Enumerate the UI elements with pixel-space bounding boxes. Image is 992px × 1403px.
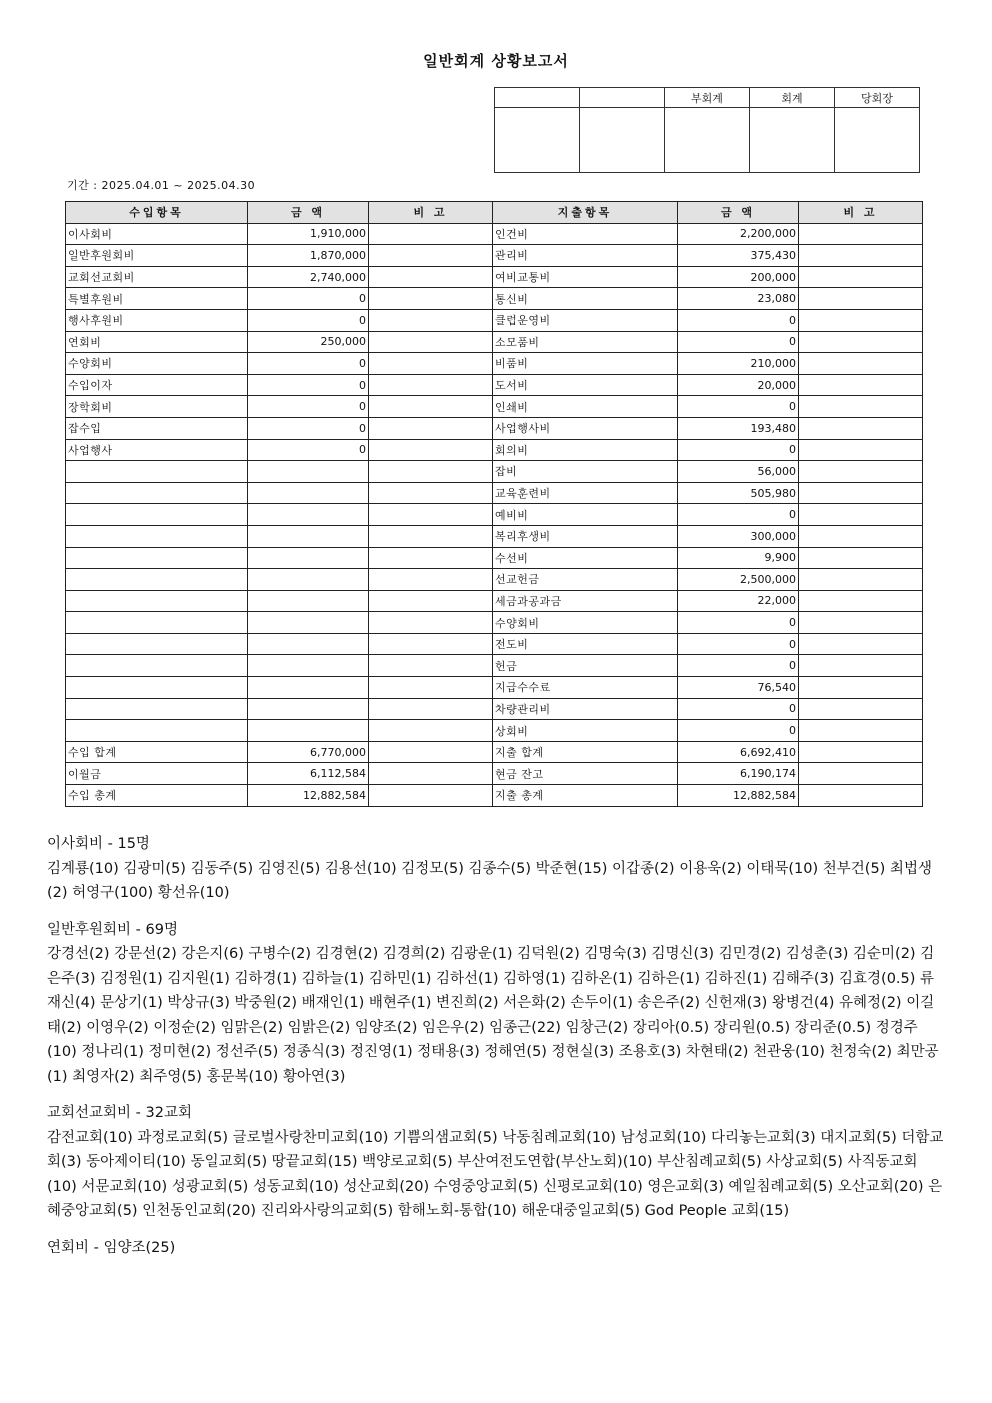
expense-note [799,288,923,310]
income-item [66,482,248,504]
income-item [66,525,248,547]
table-row [66,677,923,699]
notes-section [47,832,947,1272]
income-note [369,439,493,461]
expense-item: 차량관리비 [493,698,678,720]
table-row [66,785,923,807]
table-row [66,504,923,526]
income-item [66,677,248,699]
approval-sign-1 [495,108,580,173]
income-item [66,612,248,634]
table-row [66,720,923,742]
income-item: 수입이자 [66,374,248,396]
income-note [369,288,493,310]
note-body: 강경선(2) 강문선(2) 강은지(6) 구병수(2) 김경현(2) 김경희(2) 김광운(1) 김덕원(2) 김명숙(3) 김명신(3) 김민경(2) 김성춘(3) 김순미(2) 김은주(3) 김정원(1) 김지원(1) 김하경(1) 김하늘(1) 김하민(1) 김하선(1) 김하영(1) 김하온(1) 김하은(1) 김하진(1) 김해주(3) 김효경(0.5) 류재신(4) 문상기(1) 박상규(3) 박중원(2) 배재인(1) 배현주(1) 변진희(2) 서은화(2) 손두이(1) 송은주(2) 신헌재(3) 왕병건(4) 유혜정(2) 이길태(2) 이영우(2) 이정순(2) 임맑은(2) 임밝은(2) 임양조(2) 임은우(2) 임종근(22) 임창근(2) 장리아(0.5) 장리원(0.5) 장리준(0.5) 정경주(10) 정나리(1) 정미현(2) 정선주(5) 정종식(3) 정진영(1) 정태용(3) 정해연(5) 정현실(3) 조용호(3) 차현태(2) 천관웅(10) 천정숙(2) 최만공(1) 최영자(2) 최주영(5) 홍문복(10) 황아연(3) [47,946,939,1085]
income-note [369,417,493,439]
income-amount: 1,910,000 [248,223,369,245]
table-row [66,417,923,439]
expense-note [799,569,923,591]
income-item [66,590,248,612]
report-period: 기간 : 2025.04.01 ~ 2025.04.30 [67,179,256,192]
expense-note [799,720,923,742]
expense-amount: 0 [678,612,799,634]
expense-note [799,417,923,439]
expense-item: 도서비 [493,374,678,396]
income-note [369,569,493,591]
income-amount: 0 [248,353,369,375]
expense-note [799,223,923,245]
approval-header-pastor: 당회장 [835,88,920,108]
table-row [66,547,923,569]
page-title: 일반회계 상황보고서 [423,52,569,70]
income-amount [248,633,369,655]
expense-item: 여비교통비 [493,266,678,288]
income-item: 수입 합계 [66,741,248,763]
expense-item: 현금 잔고 [493,763,678,785]
table-row [66,223,923,245]
expense-item: 예비비 [493,504,678,526]
header-income-amount: 금 액 [248,202,369,224]
table-row [66,461,923,483]
expense-item: 교육훈련비 [493,482,678,504]
income-note [369,504,493,526]
expense-item: 세금과공과금 [493,590,678,612]
income-amount: 0 [248,374,369,396]
expense-item: 비품비 [493,353,678,375]
expense-note [799,353,923,375]
expense-item: 상회비 [493,720,678,742]
income-note [369,698,493,720]
income-item: 일반후원회비 [66,245,248,267]
income-note [369,525,493,547]
expense-item: 수양회비 [493,612,678,634]
expense-item: 복리후생비 [493,525,678,547]
expense-amount: 0 [678,655,799,677]
income-item: 수입 총계 [66,785,248,807]
income-item: 수양회비 [66,353,248,375]
table-row [66,331,923,353]
expense-amount: 0 [678,633,799,655]
header-income-note: 비 고 [369,202,493,224]
table-row [66,439,923,461]
expense-amount: 193,480 [678,417,799,439]
expense-item: 인건비 [493,223,678,245]
expense-item: 클럽운영비 [493,309,678,331]
expense-note [799,331,923,353]
header-expense-note: 비 고 [799,202,923,224]
expense-note [799,741,923,763]
table-row [66,245,923,267]
income-note [369,763,493,785]
expense-amount: 56,000 [678,461,799,483]
income-note [369,374,493,396]
expense-note [799,374,923,396]
expense-note [799,785,923,807]
note-body: 김계룡(10) 김광미(5) 김동주(5) 김영진(5) 김용선(10) 김정모(5) 김종수(5) 박준현(15) 이갑종(2) 이용욱(2) 이태묵(10) 천부건(5) 최법생(2) 허영구(100) 황선유(10) [47,860,932,901]
expense-amount: 0 [678,698,799,720]
table-row [66,698,923,720]
note-church-mission [47,1101,947,1224]
income-note [369,655,493,677]
table-row [66,633,923,655]
income-amount [248,677,369,699]
expense-note [799,633,923,655]
expense-item: 인쇄비 [493,396,678,418]
income-item: 잡수입 [66,417,248,439]
table-row [66,482,923,504]
income-amount [248,569,369,591]
expense-amount: 0 [678,439,799,461]
expense-item: 잡비 [493,461,678,483]
table-row [66,266,923,288]
income-note [369,223,493,245]
income-item: 이사회비 [66,223,248,245]
income-note [369,309,493,331]
expense-note [799,309,923,331]
expense-amount: 200,000 [678,266,799,288]
header-income-item: 수입항목 [66,202,248,224]
income-amount: 0 [248,396,369,418]
expense-item: 소모품비 [493,331,678,353]
table-row [66,763,923,785]
approval-box [494,87,920,173]
expense-amount: 23,080 [678,288,799,310]
table-row [66,353,923,375]
income-note [369,785,493,807]
income-item [66,461,248,483]
expense-amount: 2,200,000 [678,223,799,245]
note-annual-fee [47,1236,947,1261]
income-note [369,590,493,612]
income-note [369,633,493,655]
income-amount: 0 [248,309,369,331]
income-item [66,720,248,742]
expense-note [799,504,923,526]
income-amount: 250,000 [248,331,369,353]
approval-sign-treasurer [750,108,835,173]
note-title: 이사회비 - 15명 [47,836,150,852]
income-amount [248,525,369,547]
income-amount: 1,870,000 [248,245,369,267]
approval-header-vice-treasurer: 부회계 [665,88,750,108]
income-amount [248,461,369,483]
expense-amount: 210,000 [678,353,799,375]
income-amount [248,547,369,569]
expense-amount: 6,692,410 [678,741,799,763]
income-item: 특별후원비 [66,288,248,310]
expense-amount: 0 [678,331,799,353]
approval-header-2 [580,88,665,108]
note-board-dues [47,832,947,906]
note-title: 일반후원회비 - 69명 [47,921,178,938]
income-note [369,482,493,504]
expense-amount: 76,540 [678,677,799,699]
expense-item: 사업행사비 [493,417,678,439]
expense-amount: 0 [678,396,799,418]
expense-amount: 9,900 [678,547,799,569]
income-item: 연회비 [66,331,248,353]
income-item: 사업행사 [66,439,248,461]
income-amount: 6,770,000 [248,741,369,763]
expense-item: 관리비 [493,245,678,267]
approval-sign-vice-treasurer [665,108,750,173]
expense-amount: 6,190,174 [678,763,799,785]
table-row [66,374,923,396]
income-item [66,633,248,655]
approval-sign-2 [580,108,665,173]
expense-amount: 12,882,584 [678,785,799,807]
approval-sign-pastor [835,108,920,173]
expense-note [799,763,923,785]
expense-note [799,698,923,720]
table-row [66,569,923,591]
note-general-support [47,918,947,1090]
expense-amount: 2,500,000 [678,569,799,591]
expense-item: 전도비 [493,633,678,655]
expense-note [799,612,923,634]
table-row [66,590,923,612]
expense-amount: 0 [678,504,799,526]
income-amount: 0 [248,439,369,461]
income-amount [248,655,369,677]
expense-amount: 375,430 [678,245,799,267]
income-item: 장학회비 [66,396,248,418]
income-amount [248,482,369,504]
table-row [66,741,923,763]
income-note [369,266,493,288]
expense-amount: 0 [678,309,799,331]
table-row [66,612,923,634]
expense-item: 지출 합계 [493,741,678,763]
note-title: 연회비 - 임양조(25) [47,1239,176,1256]
expense-note [799,677,923,699]
table-row [66,288,923,310]
expense-amount: 22,000 [678,590,799,612]
expense-note [799,655,923,677]
income-note [369,331,493,353]
header-expense-item: 지출항목 [493,202,678,224]
expense-amount: 0 [678,720,799,742]
income-note [369,677,493,699]
account-table [65,201,923,807]
approval-header-1 [495,88,580,108]
income-amount [248,504,369,526]
income-item [66,655,248,677]
income-item [66,547,248,569]
approval-header-treasurer: 회계 [750,88,835,108]
table-row [66,655,923,677]
expense-note [799,439,923,461]
table-row [66,309,923,331]
income-item [66,504,248,526]
note-body: 감전교회(10) 과정로교회(5) 글로벌사랑찬미교회(10) 기쁨의샘교회(5) 낙동침례교회(10) 남성교회(10) 다리놓는교회(3) 대지교회(5) 더함교회(3) 동아제이티(10) 동일교회(5) 땅끝교회(15) 백양로교회(5) 부산여전도연합(부산노회)(10) 부산침례교회(5) 사상교회(5) 사직동교회(10) 서문교회(10) 성광교회(5) 성동교회(10) 성산교회(20) 수영중앙교회(5) 신평로교회(10) 영은교회(3) 예일침례교회(5) 오산교회(20) 은혜중앙교회(5) 인천동인교회(20) 진리와사랑의교회(5) 함해노회-통합(10) 해운대중일교회(5) God People 교회(15) [47,1129,944,1219]
expense-note [799,525,923,547]
income-item: 이월금 [66,763,248,785]
income-note [369,741,493,763]
income-item: 행사후원비 [66,309,248,331]
income-note [369,245,493,267]
note-title: 교회선교회비 - 32교회 [47,1105,192,1121]
expense-item: 수선비 [493,547,678,569]
income-amount: 0 [248,288,369,310]
income-amount: 6,112,584 [248,763,369,785]
expense-item: 회의비 [493,439,678,461]
expense-item: 통신비 [493,288,678,310]
expense-item: 지급수수료 [493,677,678,699]
income-note [369,353,493,375]
income-item: 교회선교회비 [66,266,248,288]
expense-item: 지출 총계 [493,785,678,807]
table-row [66,525,923,547]
income-note [369,547,493,569]
expense-note [799,482,923,504]
expense-item: 선교헌금 [493,569,678,591]
expense-amount: 300,000 [678,525,799,547]
income-note [369,612,493,634]
table-row [66,396,923,418]
income-item [66,569,248,591]
expense-note [799,396,923,418]
income-note [369,461,493,483]
income-amount: 12,882,584 [248,785,369,807]
income-note [369,396,493,418]
expense-amount: 20,000 [678,374,799,396]
header-expense-amount: 금 액 [678,202,799,224]
expense-note [799,245,923,267]
income-amount [248,720,369,742]
expense-note [799,547,923,569]
income-amount [248,590,369,612]
income-amount [248,612,369,634]
income-amount [248,698,369,720]
expense-note [799,266,923,288]
expense-item: 헌금 [493,655,678,677]
expense-note [799,461,923,483]
expense-amount: 505,980 [678,482,799,504]
expense-note [799,590,923,612]
income-amount: 2,740,000 [248,266,369,288]
income-item [66,698,248,720]
table-header-row [66,202,923,224]
income-note [369,720,493,742]
income-amount: 0 [248,417,369,439]
